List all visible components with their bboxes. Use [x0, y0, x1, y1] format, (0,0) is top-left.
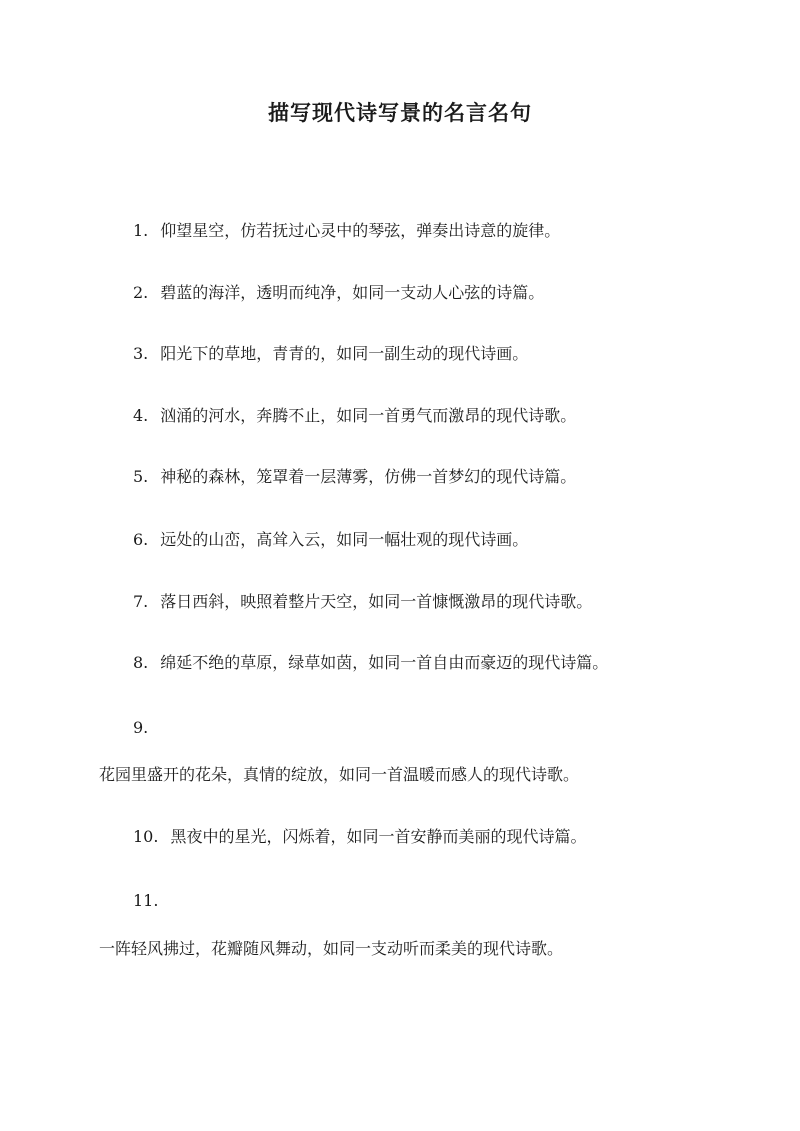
item-text: 一阵轻风拂过，花瓣随风舞动，如同一支动听而柔美的现代诗歌。	[99, 939, 564, 958]
item-number: 7.	[133, 592, 149, 611]
item-text: 绵延不绝的草原，绿草如茵，如同一首自由而豪迈的现代诗篇。	[160, 653, 609, 672]
list-item	[133, 529, 528, 551]
list-item	[133, 466, 576, 488]
item-text: 碧蓝的海洋，透明而纯净，如同一支动人心弦的诗篇。	[160, 283, 545, 302]
item-number: 8.	[133, 653, 149, 672]
item-number: 6.	[133, 530, 149, 549]
item-number: 11.	[133, 891, 159, 910]
item-text: 黑夜中的星光，闪烁着，如同一首安静而美丽的现代诗篇。	[170, 827, 587, 846]
item-number: 5.	[133, 467, 149, 486]
item-text: 阳光下的草地，青青的，如同一副生动的现代诗画。	[160, 344, 529, 363]
item-text: 落日西斜，映照着整片天空，如同一首慷慨激昂的现代诗歌。	[160, 592, 593, 611]
list-item	[133, 405, 576, 427]
list-item	[133, 282, 544, 304]
list-item	[133, 220, 560, 242]
item-text: 远处的山峦，高耸入云，如同一幅壮观的现代诗画。	[160, 530, 529, 549]
list-item	[133, 343, 528, 365]
item-number: 2.	[133, 283, 149, 302]
item-number: 1.	[133, 221, 149, 240]
item-number: 10.	[133, 827, 159, 846]
item-text: 汹涌的河水，奔腾不止，如同一首勇气而激昂的现代诗歌。	[160, 406, 577, 425]
item-number: 9.	[133, 718, 149, 737]
page-title: 描写现代诗写景的名言名句	[268, 100, 532, 125]
item-number: 4.	[133, 406, 149, 425]
item-text: 仰望星空，仿若抚过心灵中的琴弦，弹奏出诗意的旋律。	[160, 221, 561, 240]
item-number: 3.	[133, 344, 149, 363]
item-text: 花园里盛开的花朵，真情的绽放，如同一首温暖而感人的现代诗歌。	[99, 765, 580, 784]
list-item	[133, 652, 608, 674]
list-item	[133, 826, 586, 848]
item-text: 神秘的森林，笼罩着一层薄雾，仿佛一首梦幻的现代诗篇。	[160, 467, 577, 486]
list-item	[133, 591, 592, 613]
